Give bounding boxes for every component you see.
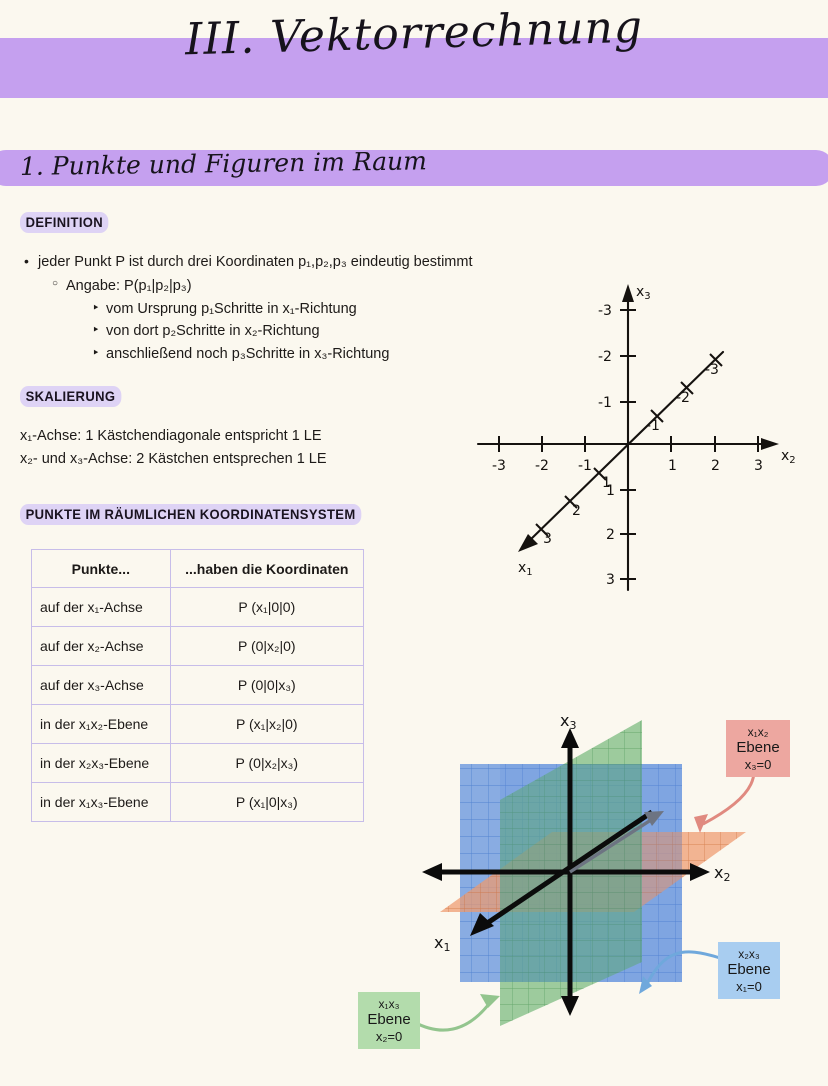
tick-x1-pos2: 2	[572, 503, 581, 519]
table-row	[32, 744, 364, 783]
callout-box-x2x3-plane	[718, 942, 780, 999]
table-cell-coord: P (0|0|x₃)	[170, 666, 363, 705]
subheading-skalierung: SKALIERUNG	[20, 386, 121, 407]
axis-label-x2: $x_2$	[781, 448, 796, 466]
bullet-level3-c: ‣ anschließend noch p₃Schritte in x₃-Richtung	[20, 344, 560, 366]
callout-box-x1x2-plane	[726, 720, 790, 777]
bullet-level3-b: ‣ von dort p₂Schritte in x₂-Richtung	[20, 321, 560, 343]
tick-x1-pos1: 1	[602, 475, 611, 491]
table-cell-point: in der x₁x₂-Ebene	[32, 705, 171, 744]
arrowhead-x3-down	[561, 996, 579, 1016]
callout-plane-word: Ebene	[736, 739, 780, 757]
table-cell-coord: P (x₁|x₂|0)	[170, 705, 363, 744]
tick-x1-neg2: -2	[676, 390, 690, 406]
tick-x3-neg2: -2	[598, 349, 612, 365]
arrowhead-x2-neg	[422, 863, 442, 881]
tick-x3-neg1: -1	[598, 395, 612, 411]
table-cell-coord: P (x₁|0|x₃)	[170, 783, 363, 822]
coordinate-system-2d-sketch	[470, 272, 805, 597]
tick-x2-neg2: -2	[535, 458, 549, 474]
tick-x3-neg3: -3	[598, 303, 612, 319]
table-cell-point: auf der x₃-Achse	[32, 666, 171, 705]
tick-x2-neg1: -1	[578, 458, 592, 474]
table-row	[32, 783, 364, 822]
points-coordinates-table	[31, 549, 364, 822]
bullet-level3-a: ‣ vom Ursprung p₁Schritte in x₁-Richtung	[20, 299, 560, 321]
table-cell-point: in der x₂x₃-Ebene	[32, 744, 171, 783]
callout-plane-name: x₁x₂	[747, 725, 769, 739]
table-header-points: Punkte...	[32, 550, 171, 588]
callout-plane-equation: x₂=0	[375, 1028, 403, 1044]
tick-x1-neg3: -3	[705, 362, 719, 378]
bullet-level2: ○ Angabe: P(p₁|p₂|p₃)	[20, 276, 560, 298]
axis-label-x3-3d: x3	[560, 711, 577, 732]
axis-x1-line	[528, 352, 723, 542]
table-cell-point: auf der x₂-Achse	[32, 627, 171, 666]
table-header-row	[32, 550, 364, 588]
subheading-punkte: PUNKTE IM RÄUMLICHEN KOORDINATENSYSTEM	[20, 504, 361, 525]
callout-box-x1x3-plane	[358, 992, 420, 1049]
arrowhead-x2	[690, 863, 710, 881]
table-cell-coord: P (x₁|0|0)	[170, 588, 363, 627]
tick-x3-pos1: 1	[606, 483, 615, 499]
callout-arrowhead-x1x3	[480, 994, 500, 1008]
axis-label-x3: $x_3$	[636, 284, 651, 302]
section-title: 1. Punkte und Figuren im Raum	[19, 146, 428, 181]
tick-x1-pos3: 3	[543, 531, 552, 547]
callout-plane-word: Ebene	[367, 1011, 411, 1029]
subheading-definition: DEFINITION	[20, 212, 109, 233]
table-cell-point: auf der x₁-Achse	[32, 588, 171, 627]
table-row	[32, 588, 364, 627]
arrowhead-x1	[518, 534, 538, 552]
table-row	[32, 627, 364, 666]
tick-x3-pos2: 2	[606, 527, 615, 543]
table-cell-coord: P (0|x₂|0)	[170, 627, 363, 666]
arrowhead-x3	[622, 284, 634, 302]
callout-plane-word: Ebene	[727, 961, 771, 979]
tick-x2-pos2: 2	[711, 458, 720, 474]
table-header-coordinates: ...haben die Koordinaten	[170, 550, 363, 588]
arrowhead-x2	[761, 438, 779, 450]
axis-label-x1-3d: x1	[434, 933, 451, 954]
axis-label-x2-3d: x2	[714, 863, 731, 884]
axis-label-x1: $x_1$	[518, 560, 533, 578]
table-row	[32, 705, 364, 744]
callout-plane-name: x₁x₃	[378, 997, 400, 1011]
skalierung-text	[20, 426, 480, 472]
callout-plane-name: x₂x₃	[738, 947, 760, 961]
tick-x2-neg3: -3	[492, 458, 506, 474]
table-cell-coord: P (0|x₂|x₃)	[170, 744, 363, 783]
callout-plane-equation: x₁=0	[736, 978, 762, 994]
tick-x2-pos3: 3	[754, 458, 763, 474]
skalierung-line-1: x₁-Achse: 1 Kästchendiagonale entspricht 1 LE	[20, 428, 322, 444]
table-cell-point: in der x₁x₃-Ebene	[32, 783, 171, 822]
table-row	[32, 666, 364, 705]
bullet-level1: • jeder Punkt P ist durch drei Koordinaten p₁,p₂,p₃ eindeutig bestimmt	[20, 252, 560, 274]
tick-x1-neg1: -1	[646, 418, 660, 434]
tick-x2-pos1: 1	[668, 458, 677, 474]
tick-x3-pos3: 3	[606, 572, 615, 588]
page-title: III. Vektorrechnung	[184, 1, 644, 66]
skalierung-line-2: x₂- und x₃-Achse: 2 Kästchen entsprechen 1 LE	[20, 450, 327, 467]
callout-arrow-x1x3	[414, 1000, 492, 1030]
callout-plane-equation: x₃=0	[744, 756, 772, 772]
